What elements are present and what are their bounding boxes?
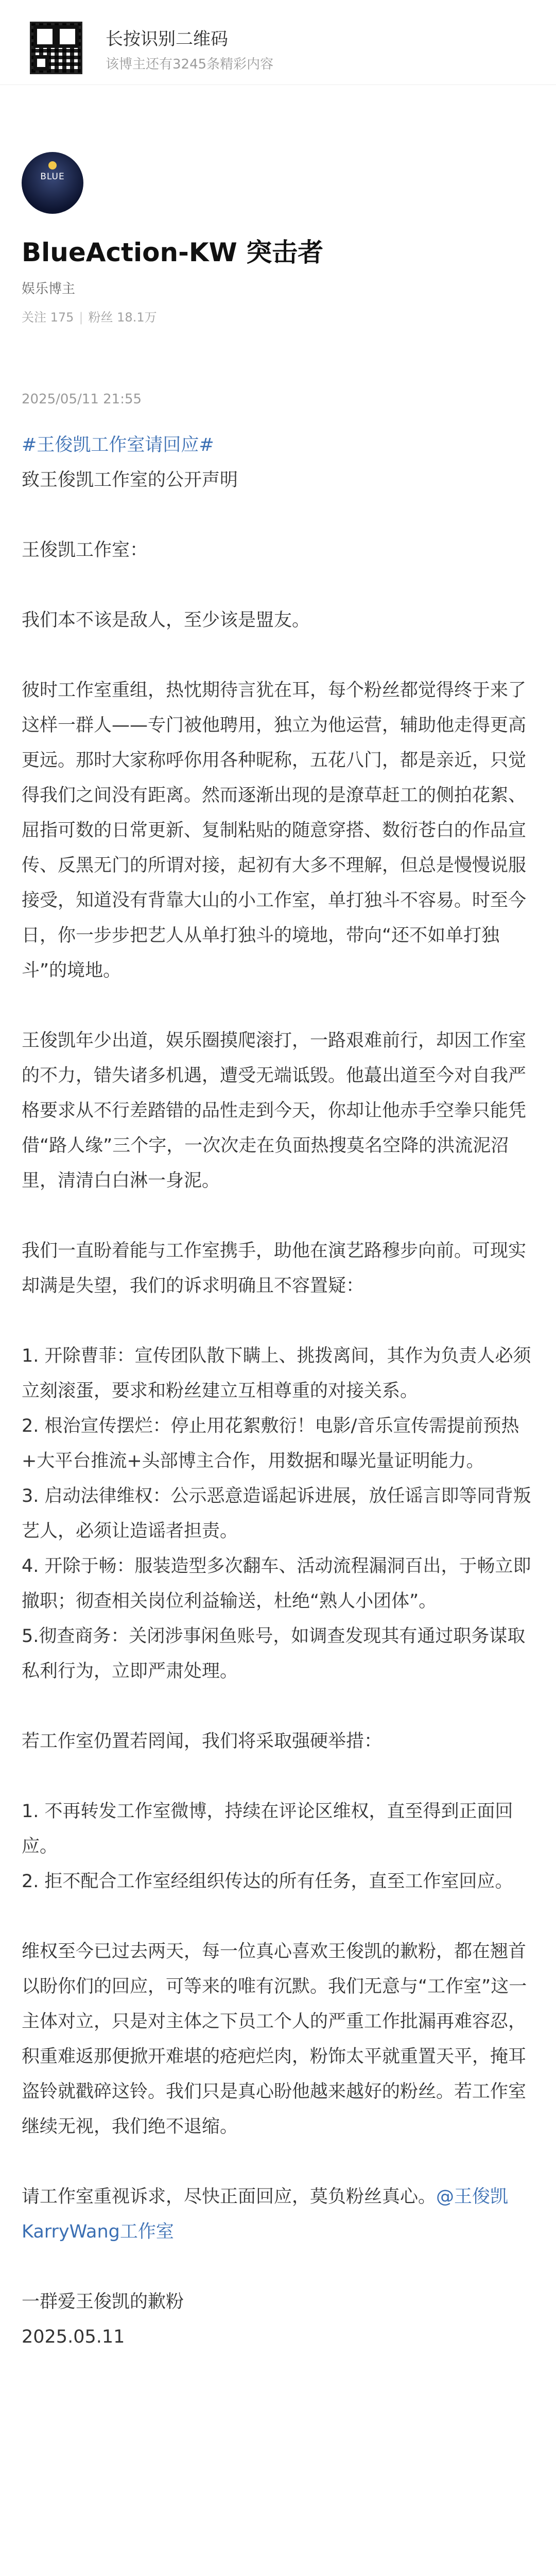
post-hashtag[interactable]: #王俊凯工作室请回应#	[22, 435, 214, 455]
paragraph-7	[22, 2179, 534, 2249]
post-salutation: 王俊凯工作室：	[22, 540, 148, 561]
paragraph-3: 王俊凯年少出道，娱乐圈摸爬滚打，一路艰难前行，却因工作室的不力，错失诸多机遇，遭受无端诋毁。他蕞出道至今对自我严格要求从不行差踏错的品性走到今天，你却让他赤手空拳只能凭借“路人缘”三个字，一次次走在负面热搜莫名空降的洪流泥沼里，清清白白淋一身泥。	[22, 1030, 527, 1191]
qr-code-icon	[30, 22, 82, 74]
spacer	[22, 1198, 534, 1233]
post-content	[22, 428, 534, 2354]
spacer	[22, 1759, 534, 1794]
demand-item: 1. 开除曹菲：宣传团队散下瞒上、挑拨离间，其作为负责人必须立刻滚蛋，要求和粉丝建立互相尊重的对接关系。	[22, 1346, 531, 1401]
banner-title: 长按识别二维码	[106, 29, 228, 49]
paragraph-7-text: 请工作室重视诉求，尽快正面回应，莫负粉丝真心。	[22, 2187, 437, 2207]
post-title-line: 致王俊凯工作室的公开声明	[22, 470, 238, 490]
signature: 一群爱王俊凯的歉粉	[22, 2292, 184, 2312]
paragraph-4: 我们一直盼着能与工作室携手，助他在演艺路穆步向前。可现实却满是失望，我们的诉求明确且不容置疑：	[22, 1241, 527, 1296]
spacer	[22, 568, 534, 603]
follower-count[interactable]: 粉丝 18.1万	[88, 310, 157, 325]
spacer	[22, 498, 534, 533]
demand-item: 2. 根治宣传摆烂：停止用花絮敷衍！电影/音乐宣传需提前预热+大平台推流+头部博主合作，用数据和曝光量证明能力。	[22, 1416, 519, 1471]
paragraph-6: 维权至今已过去两天，每一位真心喜欢王俊凯的歉粉，都在翘首以盼你们的回应，可等来的唯有沉默。我们无意与“工作室”这一主体对立，只是对主体之下员工个人的严重工作批漏再难容忍，积重难返那便掀开难堪的疮疤烂肉，粉饰太平就重置天平，掩耳盗铃就戳碎这铃。我们只是真心盼他越来越好的粉丝。若工作室继续无视，我们绝不退缩。	[22, 1941, 527, 2137]
paragraph-5: 若工作室仍置若罔闻，我们将采取强硬举措：	[22, 1731, 383, 1752]
avatar-logo-icon	[48, 161, 57, 170]
measure-item: 1. 不再转发工作室微博，持续在评论区维权，直至得到正面回应。	[22, 1801, 513, 1857]
measure-item: 2. 拒不配合工作室经组织传达的所有任务，直至工作室回应。	[22, 1871, 513, 1892]
spacer	[22, 2249, 534, 2284]
profile-name[interactable]: BlueAction-KW 突击者	[22, 238, 324, 267]
studio-mention-link[interactable]: @王俊凯KarryWang工作室	[22, 2187, 509, 2242]
profile-role: 娱乐博主	[22, 281, 76, 297]
avatar-text: BLUE	[40, 172, 65, 182]
signature-date: 2025.05.11	[22, 2327, 125, 2347]
spacer	[22, 1303, 534, 1338]
paragraph-2: 彼时工作室重组，热忱期待言犹在耳，每个粉丝都觉得终于来了这样一群人——专门被他聘用，独立为他运营，辅助他走得更高更远。那时大家称呼你用各种昵称，五花八门，都是亲近，只觉得我们之间没有距离。然而逐渐出现的是潦草赶工的侧拍花絮、屈指可数的日常更新、复制粘贴的随意穿搭、数衍苍白的作品宣传、反黑无门的所谓对接，起初有大多不理解，但总是慢慢说服接受，知道没有背靠大山的小工作室，单打独斗不容易。时至今日，你一步步把艺人从单打独斗的境地，带向“还不如单打独斗”的境地。	[22, 680, 527, 981]
spacer	[22, 2144, 534, 2179]
demand-item: 3. 启动法律维权：公示恶意造谣起诉进展，放任谣言即等同背叛艺人，必须让造谣者担责。	[22, 1486, 531, 1541]
spacer	[22, 1689, 534, 1724]
demand-item: 4. 开除于畅：服装造型多次翻车、活动流程漏洞百出，于畅立即撤职；彻查相关岗位利益输送，杜绝“熟人小团体”。	[22, 1556, 531, 1612]
paragraph-1: 我们本不该是敌人，至少该是盟友。	[22, 610, 310, 631]
avatar[interactable]	[22, 152, 83, 214]
qr-promo-banner[interactable]	[0, 0, 556, 85]
post-date: 2025/05/11 21:55	[22, 392, 142, 407]
following-count[interactable]: 关注 175	[22, 310, 74, 325]
spacer	[22, 638, 534, 673]
profile-stats	[22, 307, 157, 325]
banner-subtitle: 该博主还有3245条精彩内容	[106, 57, 274, 72]
spacer	[22, 1899, 534, 1934]
demand-item: 5.彻查商务：关闭涉事闲鱼账号，如调查发现其有通过职务谋取私利行为，立即严肃处理。	[22, 1626, 526, 1682]
spacer	[22, 988, 534, 1023]
stats-divider: |	[79, 310, 83, 325]
